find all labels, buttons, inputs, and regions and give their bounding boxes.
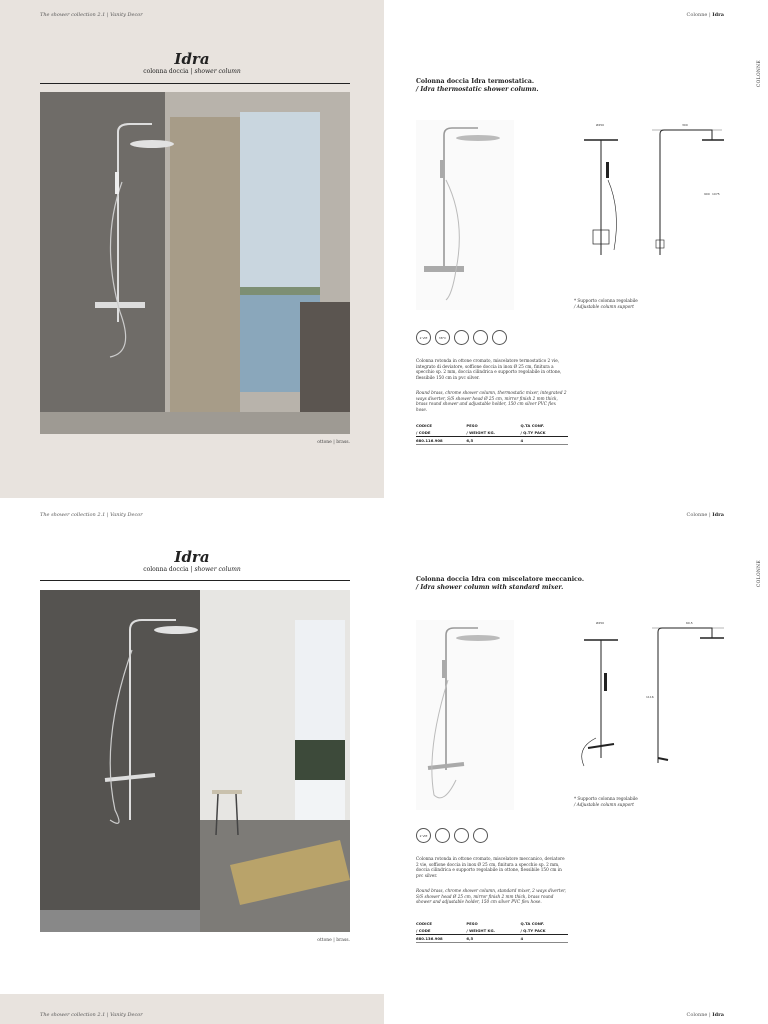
- right-page: [384, 0, 768, 498]
- feature-icons: [416, 330, 507, 345]
- product-title: Colonna doccia Idra termostatica. / Idra thermostatic shower column.: [416, 78, 539, 93]
- svg-text:1075: 1075: [712, 192, 720, 196]
- left-page: [0, 506, 384, 1004]
- technical-drawing-side: [642, 618, 732, 778]
- support-note: * Supporto colonna regolabile / Adjustable column support: [574, 298, 638, 309]
- table-row: 680.136.908 6,5 4: [416, 935, 568, 943]
- description-english: Round brass, chrome shower column, standard mixer, 2 ways diverter, S/S shower head Ø 25 cm, mirror finish 2 mm thick, brass round shower and adjustable holder, 150 cm silver PVC flex hose.: [416, 888, 566, 905]
- two-way-diverter-icon: 2 VIE: [416, 828, 431, 843]
- section-side-tab: COLONNE: [757, 60, 762, 88]
- shower-room-photo: [40, 590, 350, 932]
- svg-text:900: 900: [704, 192, 710, 196]
- svg-text:1116: 1116: [646, 695, 654, 699]
- running-header-right: Colonne | Idra: [686, 12, 724, 18]
- title-rule: [40, 83, 350, 84]
- shower-head-icon: [454, 330, 469, 345]
- running-header-left: The shower collection 2.1 | Vanity Decor: [40, 12, 143, 18]
- collection-title: Idra: [174, 548, 210, 566]
- description-italian: Colonna rotonda in ottone cromato, miscelatore meccanico, deviatore 2 vie, soffione doccia in inox Ø 25 cm, finitura a specchio sp. 2 mm, doccia cilindrica e supporto regolabile in ottone, flessibile 150 cm in pvc silver.: [416, 856, 565, 878]
- svg-text:60,5: 60,5: [686, 621, 693, 625]
- shower-room-photo: [40, 92, 350, 434]
- collection-subtitle: colonna doccia | shower column: [143, 68, 241, 75]
- hose-icon: [473, 330, 488, 345]
- shower-head-icon: [454, 828, 469, 843]
- technical-drawing-front: [566, 618, 636, 778]
- title-rule: [40, 580, 350, 581]
- collection-title: Idra: [174, 50, 210, 68]
- photo-caption: ottone | brass.: [317, 440, 350, 445]
- technical-drawing-side: [642, 120, 732, 270]
- mixer-icon: [435, 828, 450, 843]
- description-english: Round brass, chrome shower column, thermostatic mixer, integrated 2 ways diverter, S/S shower head Ø 25 cm, mirror finish 2 mm thick, brass round shower and adjustable holder, 150 cm silver PVC flex hose.: [416, 390, 567, 412]
- hand-shower-icon: [492, 330, 507, 345]
- catalog-spread-1: [0, 0, 768, 498]
- table-row: 680.116.908 6,5 4: [416, 437, 568, 445]
- support-note: * Supporto colonna regolabile / Adjustable column support: [574, 796, 638, 807]
- svg-text:Ø250: Ø250: [596, 621, 605, 625]
- running-header-right: Colonne | Idra: [686, 512, 724, 518]
- spec-table: CODICE PESO Q.TA CONF. / CODE / WEIGHT KG. / Q.TY PACK 680.136.908 6,5 4: [416, 920, 568, 943]
- section-side-tab: COLONNE: [757, 560, 762, 588]
- feature-icons: [416, 828, 488, 843]
- product-photo: [416, 120, 514, 310]
- next-page-strip: [0, 994, 384, 1024]
- footer-running-right: Colonne | Idra: [686, 1012, 724, 1018]
- svg-text:300: 300: [682, 123, 688, 127]
- photo-caption: ottone | brass.: [317, 938, 350, 943]
- technical-drawing-front: [566, 120, 636, 270]
- description-italian: Colonna rotonda in ottone cromato, miscelatore termostatico 2 vie, integrato di deviatore, soffione doccia in inox Ø 25 cm, finitura a specchio sp. 2 mm, doccia cilindrica e supporto regolabile in ottone, flessibile 150 cm in pvc silver.: [416, 358, 562, 380]
- footer-running-left: The shower collection 2.1 | Vanity Decor: [40, 1012, 143, 1018]
- right-page: [384, 506, 768, 1004]
- spec-table: CODICE PESO Q.TA CONF. / CODE / WEIGHT KG. / Q.TY PACK 680.116.908 6,5 4: [416, 422, 568, 445]
- two-way-diverter-icon: 2 VIE: [416, 330, 431, 345]
- dim-diameter-label: Ø250: [596, 123, 605, 127]
- collection-subtitle: colonna doccia | shower column: [143, 566, 241, 573]
- left-page: [0, 0, 384, 498]
- thermostat-icon: 38°C: [435, 330, 450, 345]
- product-photo: [416, 620, 514, 810]
- product-title: Colonna doccia Idra con miscelatore meccanico. / Idra shower column with standard mixer.: [416, 576, 584, 591]
- catalog-spread-2: [0, 506, 768, 1004]
- running-header-left: The shower collection 2.1 | Vanity Decor: [40, 512, 143, 518]
- hand-shower-icon: [473, 828, 488, 843]
